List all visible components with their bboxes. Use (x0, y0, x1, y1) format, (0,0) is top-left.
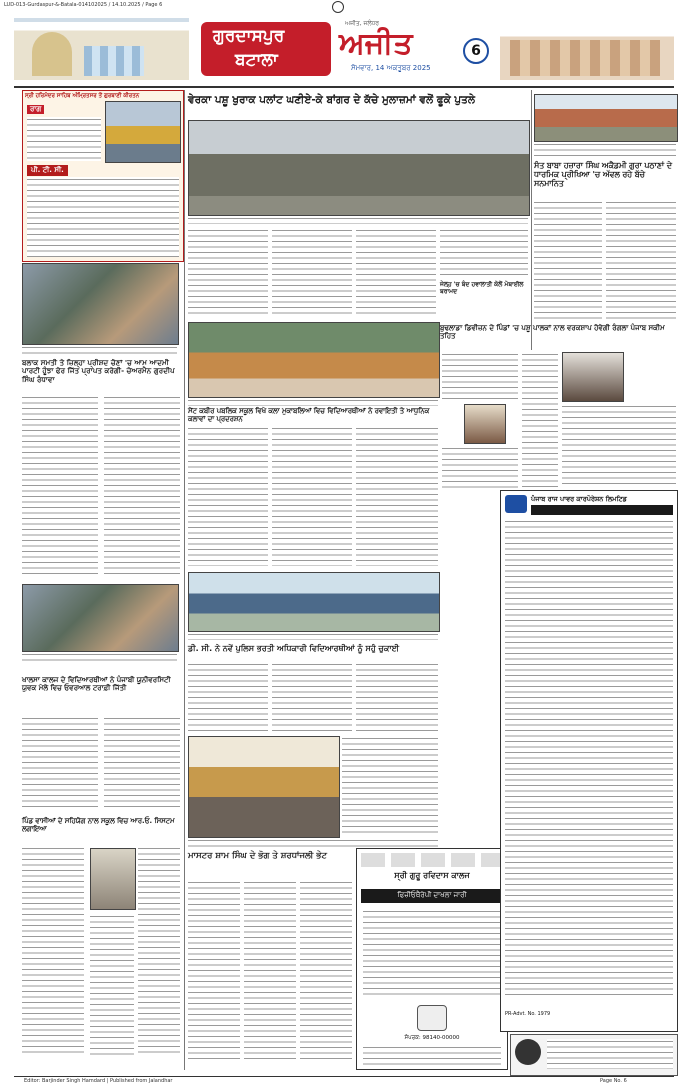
registration-mark-icon (332, 1, 344, 13)
dc-story-col-a (188, 662, 268, 732)
pspcl-footer-ref: PR-Advt. No. 1979 (505, 1011, 551, 1017)
mid-small-headline-text: ਜੇਲ੍ਹ 'ਚ ਬੰਦ ਹਵਾਲਾਤੀ ਕੋਲੋਂ ਮੋਬਾਈਲ ਬਰਾਮਦ (440, 281, 524, 295)
programme-box-title: ਸ੍ਰੀ ਹਰਿਮੰਦਰ ਸਾਹਿਬ ਅੰਮ੍ਰਿਤਸਰ ਤੋਂ ਗੁਰਬਾਣੀ ਕੀਰਤਨ (25, 93, 140, 99)
school-story-col-b (272, 426, 352, 566)
pspcl-tender (500, 490, 678, 1032)
column-divider-1 (184, 90, 185, 1070)
left-story-3-col-b (138, 846, 180, 1056)
politicians-photo-caption (22, 345, 177, 355)
college-ad-seal-icon (417, 1005, 447, 1031)
footer-page-ref: Page No. 6 (600, 1078, 627, 1084)
shaam-story-col-c (300, 880, 352, 1060)
khalsa-college-caption (22, 652, 177, 662)
programme-box-schedule (27, 177, 179, 257)
academy-photo-caption (534, 142, 676, 156)
college-ad-body (363, 909, 501, 999)
fort-illustration (500, 18, 674, 80)
officer-portrait-2 (562, 352, 624, 402)
page-number-circle (463, 38, 489, 64)
golden-temple-photo (105, 101, 181, 163)
left-story-2-col-b (104, 716, 180, 810)
left-story-3-col-c (90, 914, 134, 1056)
gurdwara-story (342, 736, 438, 836)
gurdwara-event-photo (188, 736, 340, 838)
golden-temple-illustration (14, 18, 189, 80)
college-ad (356, 848, 508, 1070)
left-story-2-col-a (22, 716, 98, 810)
ptc-badge: ਪੀ. ਟੀ. ਸੀ. (27, 165, 68, 176)
college-ad-phone: ਸੰਪਰਕ: 98140-00000 (404, 1035, 460, 1041)
pspcl-header-bar (531, 505, 673, 515)
school-story-col-c (356, 426, 438, 566)
portrait-elder-photo (90, 848, 136, 910)
main-headline: ਵੇਰਕਾ ਪਸ਼ੂ ਖੁਰਾਕ ਪਲਾਂਟ ਘਣੀਏ-ਕੇ ਬਾਂਗਰ ਦੇ ਕੱਚੇ ਮੁਲਾਜ਼ਮਾਂ ਵਲੋਂ ਫੂਕੇ ਪੁਤਲੇ (188, 94, 475, 106)
programme-box-text (27, 117, 101, 161)
protest-photo (188, 120, 530, 216)
pspcl-logo-icon (505, 495, 527, 513)
vet-story-col-a (442, 352, 518, 400)
bottom-right-ad-body (547, 1039, 673, 1069)
main-story-col-d (440, 228, 528, 278)
police-photo-caption (188, 632, 438, 640)
footer-printer-line: Editor: Barjinder Singh Hamdard | Published from Jalandhar (24, 1078, 173, 1084)
school-students-photo (188, 322, 440, 398)
right-headline-2: ਬੁਢਲਾਡਾ ਡਿਵੀਜ਼ਨ ਦੇ ਪਿੰਡਾਂ 'ਚ ਪਸ਼ੂ ਪਾਲਕਾਂ ਨਾਲ ਵਰਕਸ਼ਾਪ ਹੋਵੇਗੀ ਰੰਗਲਾ ਪੰਜਾਬ ਸਕੀਮ ਤਹਿਤ (440, 324, 665, 341)
academy-students-photo (534, 94, 678, 142)
college-ad-subtitle: ਫਿਜ਼ੀਓਥੈਰੇਪੀ ਦਾਖਲਾ ਜਾਰੀ (397, 891, 467, 899)
masthead-title-block (201, 16, 491, 80)
masthead-bottom-rule (14, 86, 674, 88)
print-strip-text: LUD-013-Gurdaspur-&-Batala-014102025 / 14.10.2025 / Page 6 (4, 2, 163, 8)
vet-story-col-b (442, 446, 518, 488)
dc-story-col-c (356, 662, 438, 732)
masthead-city-bottom: ਬਟਾਲਾ (235, 50, 278, 70)
college-ad-title: ਸ੍ਰੀ ਗੁਰੂ ਰਵਿਦਾਸ ਕਾਲਜ (394, 871, 470, 880)
right-headline-1: ਸੰਤ ਬਾਬਾ ਹਜ਼ਾਰਾ ਸਿੰਘ ਅਕੈਡਮੀ ਗੁਰਾ ਪਠਾਣਾਂ ਦੇ ਧਾਰਮਿਕ ਪ੍ਰੀਖਿਆ 'ਚ ਅੱਵਲ ਰਹੇ ਬੱਚੇ ਸਨਮਾਨਿਤ (534, 161, 672, 188)
masthead-city-top: ਗੁਰਦਾਸਪੁਰ (213, 26, 285, 46)
mid-headline-2: ਡੀ. ਸੀ. ਨੇ ਨਵੇਂ ਪੁਲਿਸ ਭਰਤੀ ਅਧਿਕਾਰੀ ਵਿਦਿਆਰਥੀਆਂ ਨੂੰ ਸਹੁੰ ਚੁਕਾਈ (188, 644, 400, 653)
main-story-col-a (188, 228, 268, 318)
officer-portrait-1 (464, 404, 506, 444)
mid-small-headline (440, 282, 528, 296)
page-number: 6 (471, 43, 481, 59)
programme-box (22, 90, 184, 262)
masthead-date: ਸੋਮਵਾਰ, 14 ਅਕਤੂਬਰ 2025 (351, 64, 431, 72)
khalsa-college-photo (22, 584, 179, 652)
school-story-col-a (188, 426, 268, 566)
vet-story-col-d (562, 404, 676, 488)
shaam-story-col-a (188, 880, 240, 1060)
masthead-paper-name: ਅਜੀਤ (339, 26, 413, 61)
mid-headline-1: ਸੇਂਟ ਕਬੀਰ ਪਬਲਿਕ ਸਕੂਲ ਵਿਖੇ ਕਲਾ ਮੁਕਾਬਲਿਆਂ ਵਿਚ ਵਿਦਿਆਰਥੀਆਂ ਨੇ ਰਵਾਇਤੀ ਤੇ ਆਧੁਨਿਕ ਕਲਾਵਾਂ ਦਾ ਪ੍ਰਦਰਸ਼ਨ (188, 407, 430, 423)
left-headline-3: ਪਿੰਡ ਵਾਸੀਆਂ ਦੇ ਸਹਿਯੋਗ ਨਾਲ ਸਕੂਲ ਵਿਚ ਆਰ.ਓ. ਸਿਸਟਮ ਲਗਾਇਆ (22, 817, 175, 833)
bottom-right-ad (510, 1034, 678, 1076)
protest-photo-caption (188, 216, 528, 224)
college-ad-footer (363, 1045, 501, 1065)
dc-story-col-b (272, 662, 352, 732)
pspcl-header: ਪੰਜਾਬ ਰਾਜ ਪਾਵਰ ਕਾਰਪੋਰੇਸ਼ਨ ਲਿਮਟਿਡ (531, 495, 627, 503)
programme-box-tag: ਰਾਗ (27, 105, 44, 114)
politicians-photo (22, 263, 179, 345)
vet-story-col-c (522, 352, 558, 488)
left-headline-1: ਬਲਾਕ ਸਮਤੀ ਤੇ ਜ਼ਿਲ੍ਹਾ ਪ੍ਰੀਸ਼ਦ ਚੋਣਾਂ 'ਚ ਆਮ ਆਦਮੀ ਪਾਰਟੀ ਹੂੰਝਾ ਫੇਰ ਜਿੱਤ ਪ੍ਰਾਪਤ ਕਰੇਗੀ- ਚੇਅਰਮੈਨ ਗੁਰਦੀਪ ਸਿੰਘ ਰੰਧਾਵਾ (22, 358, 175, 384)
mid-headline-3: ਮਾਸਟਰ ਸ਼ਾਮ ਸਿੰਘ ਦੇ ਭੋਗ ਤੇ ਸ਼ਰਧਾਂਜਲੀ ਭੇਟ (188, 851, 327, 861)
film-reel-icon (515, 1039, 541, 1065)
college-ad-logos (361, 853, 501, 867)
left-headline-2: ਖਾਲਸਾ ਕਾਲਜ ਦੇ ਵਿਦਿਆਰਥੀਆਂ ਨੇ ਪੰਜਾਬੀ ਯੂਨੀਵਰਸਿਟੀ ਯੁਵਕ ਮੇਲੇ ਵਿਚ ਓਵਰਆਲ ਟਰਾਫ਼ੀ ਜਿੱਤੀ (22, 676, 171, 693)
shaam-story-col-b (244, 880, 296, 1060)
left-story-1-col-b (104, 395, 180, 577)
police-recruits-photo (188, 572, 440, 632)
left-story-1-col-a (22, 395, 98, 577)
footer-rule (14, 1076, 674, 1077)
school-photo-caption (188, 398, 438, 406)
gurdwara-photo-caption (188, 838, 438, 848)
column-divider-2 (531, 90, 532, 350)
academy-story-col-b (606, 200, 676, 320)
masthead (14, 14, 674, 84)
main-story-col-c (356, 228, 436, 318)
pspcl-tender-body (505, 519, 673, 999)
academy-story-col-a (534, 200, 602, 320)
print-strip (0, 0, 687, 12)
left-story-3-col-a (22, 846, 84, 1056)
masthead-paper-sub: ਅਜੀਤ, ਜਲੰਧਰ (345, 20, 380, 27)
main-story-col-b (272, 228, 352, 318)
